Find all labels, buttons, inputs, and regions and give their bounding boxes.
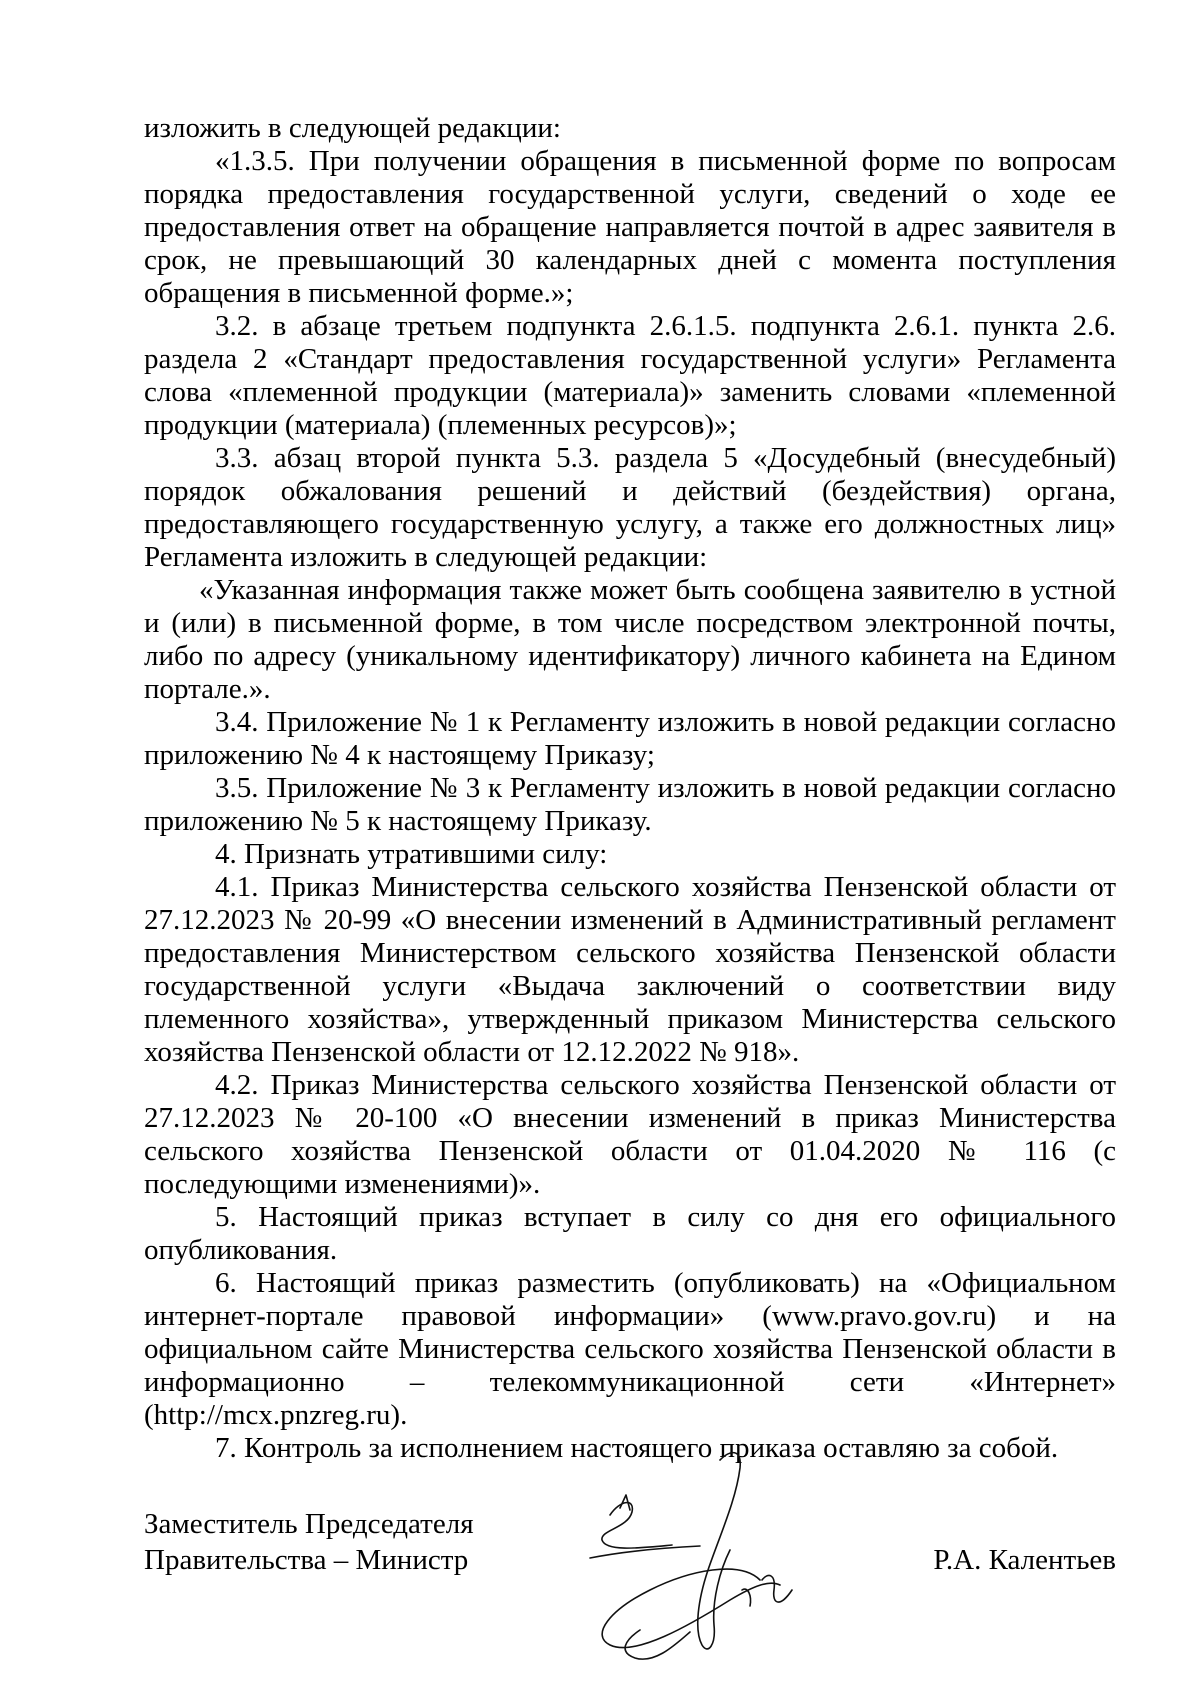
paragraph-6: 6. Настоящий приказ разместить (опубликовать) на «Официальном интернет-портале правовой информации» (www.pravo.gov.ru) и на официальном сайте Министерства сельского хозяйства Пензенской области в информационно – телекоммуникационной сети «Интернет» (http://mcx.pnzreg.ru).: [144, 1267, 1116, 1431]
signatory-position-line-2: Правительства – Министр: [144, 1544, 469, 1576]
paragraph-4: 4. Признать утратившими силу:: [215, 838, 608, 870]
paragraph-3-4: 3.4. Приложение № 1 к Регламенту изложить в новой редакции согласно приложению № 4 к настоящему Приказу;: [144, 706, 1116, 771]
paragraph-4-1: 4.1. Приказ Министерства сельского хозяйства Пензенской области от 27.12.2023 № 20-99 «О внесении изменений в Административный регламент предоставления Министерством сельского хозяйства Пензенской области государственной услуги «Выдача заключений о соответствии виду племенного хозяйства», утвержденный приказом Министерства сельского хозяйства Пензенской области от 12.12.2022 № 918».: [144, 871, 1116, 1068]
paragraph-5: 5. Настоящий приказ вступает в силу со дня его официального опубликования.: [144, 1201, 1116, 1266]
paragraph-3-2: 3.2. в абзаце третьем подпункта 2.6.1.5. подпункта 2.6.1. пункта 2.6. раздела 2 «Стандарт предоставления государственной услуги» Регламента слова «племенной продукции (материала)» заменить словами «племенной продукции (материала) (племенных ресурсов)»;: [144, 310, 1116, 441]
paragraph-3-3: 3.3. абзац второй пункта 5.3. раздела 5 «Досудебный (внесудебный) порядок обжалования решений и действий (бездействия) органа, предоставляющего государственную услугу, а также его должностных лиц» Регламента изложить в следующей редакции:: [144, 442, 1116, 573]
signatory-position: [144, 1506, 544, 1578]
handwritten-signature: [580, 1440, 850, 1670]
paragraph-7: 7. Контроль за исполнением настоящего приказа оставляю за собой.: [215, 1432, 1059, 1464]
paragraph-1-3-5: «1.3.5. При получении обращения в письменной форме по вопросам порядка предоставления государственной услуги, сведений о ходе ее предоставления ответ на обращение направляется почтой в адрес заявителя в срок, не превышающий 30 календарных дней с момента поступления обращения в письменной форме.»;: [144, 145, 1116, 309]
paragraph-4-2: 4.2. Приказ Министерства сельского хозяйства Пензенской области от 27.12.2023 № 20-100 «О внесении изменений в приказ Министерства сельского хозяйства Пензенской области от 01.04.2020 № 116 (с последующими изменениями)».: [144, 1069, 1116, 1200]
signatory-position-line-1: Заместитель Председателя: [144, 1508, 474, 1540]
paragraph-quote: «Указанная информация также может быть сообщена заявителю в устной и (или) в письменной форме, в том числе посредством электронной почты, либо по адресу (уникальному идентификатору) личного кабинета на Едином портале.».: [144, 574, 1116, 705]
paragraph-3-5: 3.5. Приложение № 3 к Регламенту изложить в новой редакции согласно приложению № 5 к настоящему Приказу.: [144, 772, 1116, 837]
document-body: [144, 112, 1116, 1465]
signatory-name: Р.А. Калентьев: [933, 1544, 1116, 1576]
paragraph-intro: изложить в следующей редакции:: [144, 112, 561, 144]
